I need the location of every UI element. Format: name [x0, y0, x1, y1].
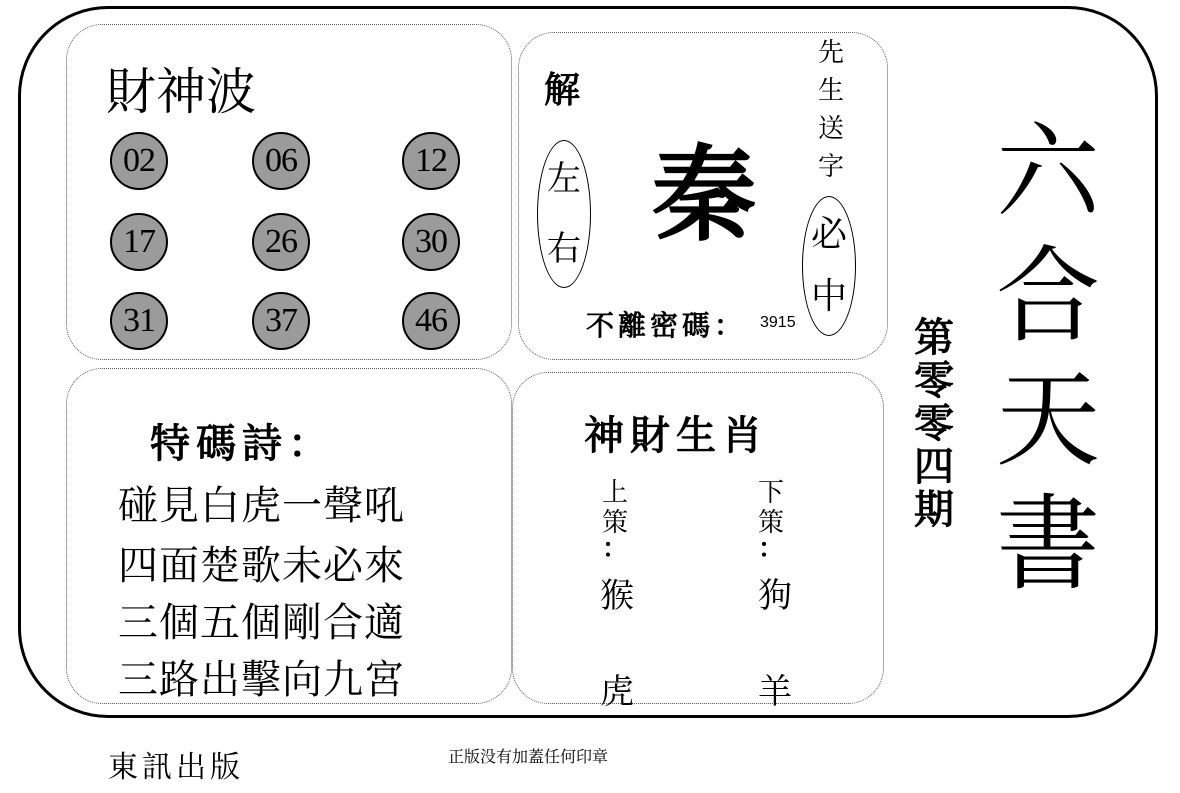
gift-text: [818, 34, 844, 186]
gift-char: 生: [818, 76, 845, 106]
number-ball: 37: [252, 292, 310, 350]
number-ball: 46: [402, 292, 460, 350]
zodiac-animal: 狗: [758, 576, 792, 616]
riddle-character: 秦: [652, 133, 757, 256]
plan-char: 上: [602, 478, 629, 508]
plan-char: 策: [602, 508, 629, 538]
main-title: [996, 110, 1100, 606]
zodiac-title: 神財生肖: [584, 412, 768, 459]
publisher: 東訊出版: [108, 750, 244, 785]
number-ball: 31: [110, 292, 168, 350]
must-hit-oval: [802, 196, 856, 336]
title-char: 天: [996, 359, 1101, 481]
authenticity-notice: 正版没有加蓋任何印章: [448, 747, 609, 766]
issue-char: 零: [914, 400, 954, 447]
issue-number: [914, 316, 954, 531]
issue-char: 零: [914, 357, 954, 404]
number-ball: 02: [110, 132, 168, 190]
code-label: 不離密碼：: [586, 309, 747, 342]
left-right-oval: [537, 140, 591, 288]
gift-char: 字: [818, 152, 845, 182]
title-char: 書: [996, 483, 1101, 605]
zodiac-animal: 虎: [600, 672, 634, 712]
oval-char-hit: 中: [810, 276, 847, 317]
solve-label: 解: [544, 69, 581, 111]
code-value: 3915: [760, 314, 796, 331]
plan-char: 策: [758, 508, 785, 538]
number-ball: 30: [402, 213, 460, 271]
issue-char: 期: [914, 486, 954, 533]
plan-colon: ：: [602, 534, 629, 564]
number-ball: 12: [402, 132, 460, 190]
gift-char: 先: [818, 38, 845, 68]
poem-line: 碰見白虎一聲吼: [118, 483, 405, 529]
poem-line: 四面楚歌未必來: [118, 543, 405, 589]
issue-char: 第: [914, 314, 954, 361]
issue-char: 四: [914, 443, 954, 490]
oval-char-right: 右: [547, 229, 581, 269]
number-ball: 26: [252, 213, 310, 271]
wave-title: 財神波: [106, 63, 256, 121]
title-char: 合: [996, 235, 1101, 357]
zodiac-animal: 羊: [758, 672, 792, 712]
oval-char-must: 必: [810, 214, 847, 255]
lower-plan-label: [758, 478, 785, 564]
oval-char-left: 左: [547, 159, 581, 199]
zodiac-animal: 猴: [600, 576, 634, 616]
number-ball: 06: [252, 132, 310, 190]
title-char: 六: [996, 111, 1101, 233]
plan-char: 下: [758, 478, 785, 508]
number-ball: 17: [110, 213, 168, 271]
poem-line: 三路出擊向九宮: [118, 657, 405, 703]
upper-plan-label: [602, 478, 629, 564]
poem-title: 特碼詩：: [150, 420, 334, 467]
gift-char: 送: [818, 114, 845, 144]
plan-colon: ：: [758, 534, 785, 564]
poem-line: 三個五個剛合適: [118, 600, 405, 646]
